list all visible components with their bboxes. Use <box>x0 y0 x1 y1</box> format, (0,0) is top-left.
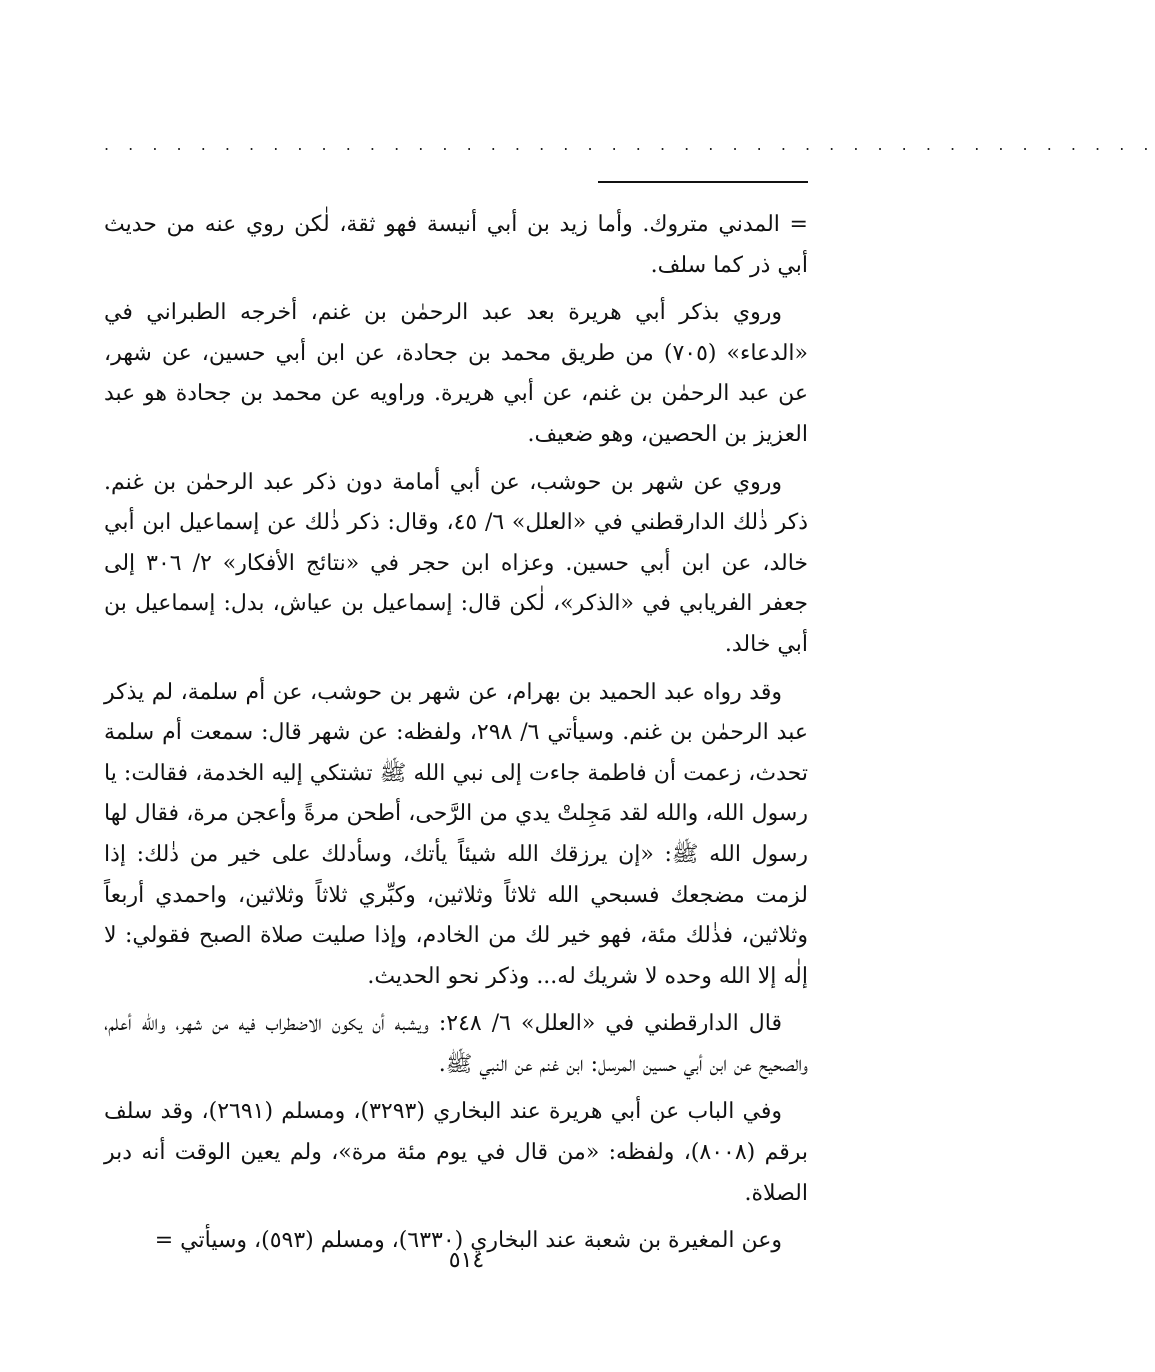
footnote-paragraph: وروي بذكر أبي هريرة بعد عبد الرحمٰن بن غنم، أخرجه الطبراني في «الدعاء» (٧٠٥) من طريق محمد بن جحادة، عن ابن أبي حسين، عن شهر، عن عبد الرحمٰن بن غنم، عن أبي هريرة. وراويه عن محمد بن جحادة هو عبد العزيز بن الحصين، وهو ضعيف. <box>104 300 808 447</box>
footnote-text <box>104 205 808 1269</box>
dotted-separator: . . . . . . . . . . . . . . . . . . . . . . . . . . . . . . . . . . . . . . . . . . . . <box>104 135 1155 154</box>
page-number: ٥١٤ <box>448 1248 485 1273</box>
footnote-paragraph: = المدني متروك. وأما زيد بن أبي أنيسة فهو ثقة، لٰكن روي عنه من حديث أبي ذر كما سلف. <box>104 212 808 278</box>
footnote-paragraph: وقد رواه عبد الحميد بن بهرام، عن شهر بن حوشب، عن أم سلمة، لم يذكر عبد الرحمٰن بن غنم. وسيأتي ٦/ ٢٩٨، ولفظه: عن شهر قال: سمعت أم سلمة تحدث، زعمت أن فاطمة جاءت إلى نبي الله ﷺ تشتكي إليه الخدمة، فقالت: يا رسول الله، والله لقد مَجِلتْ يدي من الرَّحى، أطحن مرةً وأعجن مرة، فقال لها رسول الله ﷺ: «إن يرزقك الله شيئاً يأتك، وسأدلك على خير من ذٰلك: إذا لزمت مضجعك فسبحي الله ثلاثاً وثلاثين، وكبِّري ثلاثاً وثلاثين، واحمدي أربعاً وثلاثين، فذٰلك مئة، فهو خير لك من الخادم، وإذا صليت صلاة الصبح فقولي: لا إلٰه إلا الله وحده لا شريك له... وذكر نحو الحديث. <box>104 679 808 989</box>
footnote-paragraph: وروي عن شهر بن حوشب، عن أبي أمامة دون ذكر عبد الرحمٰن بن غنم. ذكر ذٰلك الدارقطني في «العلل» ٦/ ٤٥، وقال: ذكر ذٰلك عن إسماعيل ابن أبي خالد، عن ابن أبي حسين. وعزاه ابن حجر في «نتائج الأفكار» ٢/ ٣٠٦ إلى جعفر الفريابي في «الذكر»، لٰكن قال: إسماعيل بن عياش، بدل: إسماعيل بن أبي خالد. <box>104 469 808 657</box>
footnote-paragraph: وفي الباب عن أبي هريرة عند البخاري (٣٢٩٣)، ومسلم (٢٦٩١)، وقد سلف برقم (٨٠٠٨)، ولفظه: «من قال في يوم مئة مرة»، ولم يعين الوقت أنه دبر الصلاة. <box>104 1099 808 1206</box>
footnote-paragraph: وعن المغيرة بن شعبة عند البخاري (٦٣٣٠)، ومسلم (٥٩٣)، وسيأتي = <box>154 1228 782 1254</box>
footnote-paragraph: قال الدارقطني في «العلل» ٦/ ٢٤٨: ويشبه أن يكون الاضطراب فيه من شهر، والله أعلم، والصحيح عن ابن أبي حسين المرسل: ابن غنم عن النبي ﷺ. <box>104 1011 808 1077</box>
footnote-separator-line <box>598 181 808 183</box>
